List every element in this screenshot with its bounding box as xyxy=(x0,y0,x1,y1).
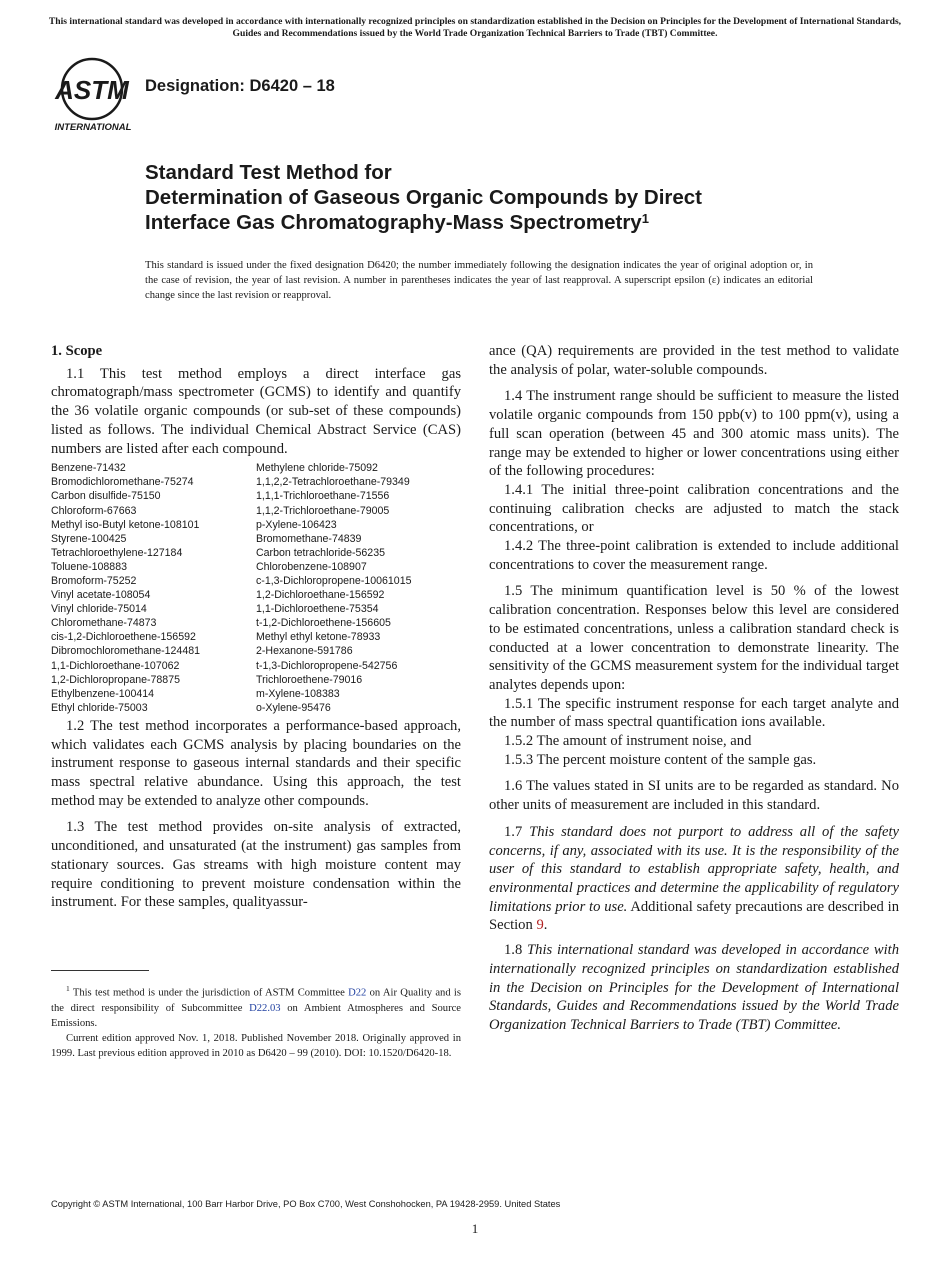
subcommittee-d22-03-link[interactable]: D22.03 xyxy=(249,1002,281,1014)
para-1-5-2: 1.5.2 The amount of instrument noise, and xyxy=(504,733,752,750)
para-1-5: 1.5 The minimum quantification level is 50 % of the lowest calibration concentration. Responses below this level are considered to be estimated concentrations, unless a calibration standard check is conducted at a lower concentration to demonstrate linearity. The sensitivity of the GCMS measurement system for the individual target analytes depends upon: xyxy=(489,583,899,693)
compound-item: 1,1-Dichloroethene-75354 xyxy=(256,603,379,616)
para-1-8-italic: This international standard was developed in accordance with internationally recognized principles on standardization established in the Decision on Principles for the Development of International Standards, Guides and Recommendations issued by the World Trade Organization Technical Barriers to Trade (TBT) Committee. xyxy=(489,942,900,1033)
compound-item: Methylene chloride-75092 xyxy=(256,462,378,475)
committee-d22-link[interactable]: D22 xyxy=(348,987,367,999)
para-1-4: 1.4 The instrument range should be sufficient to measure the listed volatile organic compounds from 150 ppb(v) to 100 ppm(v), using a full scan operation (between 45 and 300 atomic mass units). The range may be extended to higher or lower concentrations using either of the following procedures: xyxy=(489,388,899,480)
compound-item: cis-1,2-Dichloroethene-156592 xyxy=(51,631,196,644)
compound-item: Toluene-108883 xyxy=(51,560,127,573)
copyright: Copyright © ASTM International, 100 Barr Harbor Drive, PO Box C700, West Conshohocken, PA 19428-2959. United States xyxy=(51,1199,561,1209)
compound-item: 1,2-Dichloroethane-156592 xyxy=(256,589,385,602)
left-column xyxy=(51,342,461,912)
footnote-1-a: This test method is under the jurisdiction of ASTM Committee xyxy=(72,987,345,999)
compound-item: Styrene-100425 xyxy=(51,532,127,545)
compound-item: 1,1,2,2-Tetrachloroethane-79349 xyxy=(256,476,410,489)
compound-item: Chloromethane-74873 xyxy=(51,617,157,630)
designation: Designation: D6420 – 18 xyxy=(145,77,335,95)
page-number: 1 xyxy=(471,1221,479,1236)
compound-item: Vinyl acetate-108054 xyxy=(51,589,151,602)
para-1-1: 1.1 This test method employs a direct interface gas chromatograph/mass spectrometer (GCMS) to identify and quantify the 36 volatile organic compounds (or sub-set of these compounds) listed as follows. The individual Chemical Abstract Service (CAS) numbers are listed after each compound. xyxy=(51,365,461,457)
compound-item: p-Xylene-106423 xyxy=(256,518,337,531)
footnote-divider xyxy=(51,970,149,971)
title-footnote-mark[interactable]: 1 xyxy=(641,211,649,226)
compound-item: Ethyl chloride-75003 xyxy=(51,701,148,714)
compound-item: Tetrachloroethylene-127184 xyxy=(51,546,183,559)
footnote-1-b: on Air Quality and is the direct responsibility of Subcommittee xyxy=(51,987,461,1014)
compound-item: Dibromochloromethane-124481 xyxy=(51,645,200,658)
compound-item: Chloroform-67663 xyxy=(51,504,137,517)
compound-item: o-Xylene-95476 xyxy=(256,701,331,714)
compound-item: Vinyl chloride-75014 xyxy=(51,603,147,616)
para-1-2: 1.2 The test method incorporates a performance-based approach, which validates each GCMS analysis by placing boundaries on the instrument response to gaseous internal standards and their specific mass spectral relative abundance. Using this approach, the test method may be extended to analyze other compounds. xyxy=(51,717,461,809)
compound-item: 1,1-Dichloroethane-107062 xyxy=(51,659,180,672)
para-1-8-num: 1.8 xyxy=(504,942,523,959)
compound-item: t-1,3-Dichloropropene-542756 xyxy=(256,659,398,672)
astm-logo xyxy=(52,56,134,132)
compound-item: Benzene-71432 xyxy=(51,462,126,475)
para-1-5-1: 1.5.1 The specific instrument response for each target analyte and the number of mass spectral quantification ions available. xyxy=(489,695,899,731)
compound-item: 1,2-Dichloropropane-78875 xyxy=(51,673,180,686)
compound-list xyxy=(51,461,461,715)
compound-item: Ethylbenzene-100414 xyxy=(51,687,155,700)
para-1-3-continued: ance (QA) requirements are provided in the test method to validate the analysis of polar, water-soluble compounds. xyxy=(489,343,899,378)
footnote-1-mark: 1 xyxy=(66,984,70,993)
compound-item: c-1,3-Dichloropropene-10061015 xyxy=(256,574,412,587)
compound-item: Bromodichloromethane-75274 xyxy=(51,476,194,489)
para-1-7-tail: Additional safety precautions are described in Section xyxy=(489,898,900,934)
title-line-1: Standard Test Method for xyxy=(145,161,392,184)
compound-item: Trichloroethene-79016 xyxy=(256,673,363,686)
right-column xyxy=(489,342,899,1035)
para-1-8 xyxy=(489,941,899,1035)
para-1-7-num: 1.7 xyxy=(504,823,523,840)
compound-item: Bromomethane-74839 xyxy=(256,532,362,545)
para-1-4-1: 1.4.1 The initial three-point calibration concentrations and the continuing calibration checks are adjusted to match the stack concentrations, or xyxy=(489,481,899,536)
compound-item: m-Xylene-108383 xyxy=(256,687,340,700)
issue-note: This standard is issued under the fixed designation D6420; the number immediately following the designation indicates the year of original adoption or, in the case of revision, the year of last revision. A number in parentheses indicates the year of last reapproval. A superscript epsilon (ε) indicates an editorial change since the last revision or reapproval. xyxy=(145,260,813,301)
section-9-link[interactable]: 9 xyxy=(536,917,544,934)
para-1-6: 1.6 The values stated in SI units are to be regarded as standard. No other units of measurement are included in this standard. xyxy=(489,778,899,814)
para-1-7-italic: This standard does not purport to address all of the safety concerns, if any, associated with its use. It is the responsibility of the user of this standard to establish appropriate safety, health, and environmental practices and determine the applicability of regulatory limitations prior to use. xyxy=(489,823,899,915)
title-line-3-text: Interface Gas Chromatography-Mass Spectrometry xyxy=(145,211,642,234)
compound-item: 2-Hexanone-591786 xyxy=(256,645,353,658)
footnotes xyxy=(51,981,461,1061)
footnote-1 xyxy=(51,981,461,1031)
logo-text: ASTM xyxy=(55,75,129,105)
title-line-3 xyxy=(145,210,845,235)
title-line-2: Determination of Gaseous Organic Compounds by Direct xyxy=(145,186,703,209)
compound-item: Chlorobenzene-108907 xyxy=(256,560,367,573)
compound-item: 1,1,2-Trichloroethane-79005 xyxy=(256,504,390,517)
compound-item: Carbon disulfide-75150 xyxy=(51,490,161,503)
scope-heading: 1. Scope xyxy=(51,343,103,359)
compound-item: Bromoform-75252 xyxy=(51,574,137,587)
tbt-notice: This international standard was developed in accordance with internationally recognized principles on standardization established in the Decision on Principles for the Development of International Standards, Guides and Recommendations issued by the World Trade Organization Technical Barriers to Trade (TBT) Committee. xyxy=(48,16,902,39)
compound-item: 1,1,1-Trichloroethane-71556 xyxy=(256,490,390,503)
document-title xyxy=(145,160,845,235)
footnote-2: Current edition approved Nov. 1, 2018. Published November 2018. Originally approved in 1999. Last previous edition approved in 2010 as D6420 – 99 (2010). DOI: 10.1520/D6420-18. xyxy=(51,1032,461,1059)
footnote-1-c: on Ambient Atmospheres and Source Emissions. xyxy=(51,1002,461,1029)
compound-item: Methyl iso-Butyl ketone-108101 xyxy=(51,518,200,531)
compound-item: Carbon tetrachloride-56235 xyxy=(256,546,385,559)
para-1-5-3: 1.5.3 The percent moisture content of the sample gas. xyxy=(504,751,817,768)
compound-item: Methyl ethyl ketone-78933 xyxy=(256,631,381,644)
logo-subtext: INTERNATIONAL xyxy=(54,122,132,132)
compound-item: t-1,2-Dichloroethene-156605 xyxy=(256,617,391,630)
para-1-7: 1.7 This standard does not purport to address all of the safety concerns, if any, associated with its use. It is the responsibility of the user of this standard to establish appropriate safety, health, and environmental practices and determine the applicability of regulatory limitations prior to use. Additional safety precautions are described in Section 9. xyxy=(489,823,900,934)
para-1-4-2: 1.4.2 The three-point calibration is extended to include additional concentrations to cover the measurement range. xyxy=(489,538,899,573)
para-1-3: 1.3 The test method provides on-site analysis of extracted, unconditioned, and unsaturated (at the instrument) gas samples from stationary sources. Gas streams with high moisture content may require conditioning to prevent moisture condensation within the instrument. For these samples, qualityassur- xyxy=(51,819,461,911)
